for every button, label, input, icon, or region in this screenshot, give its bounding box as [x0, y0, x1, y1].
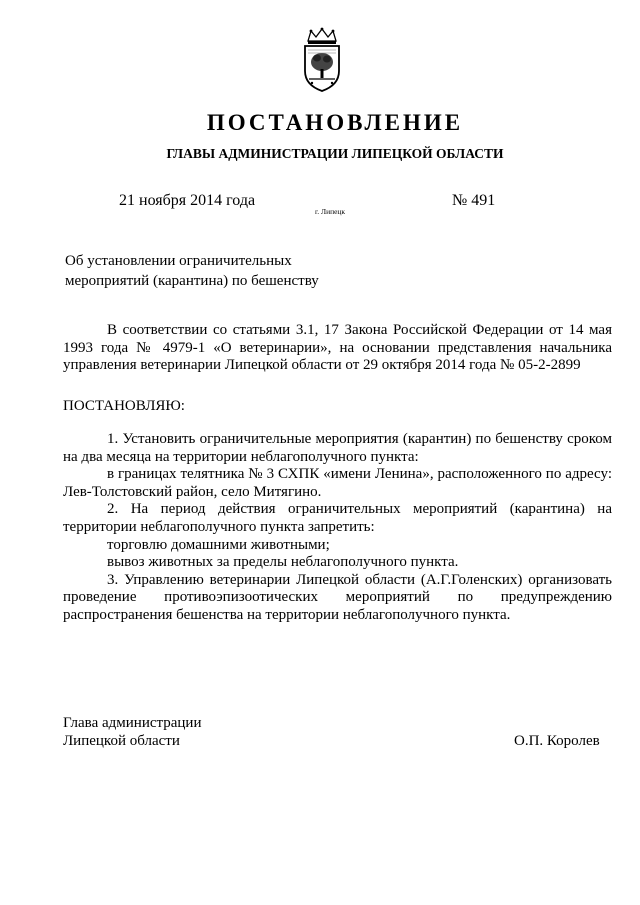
decree-item-2: 2. На период действия ограничительных мероприятий (карантина) на территории неблагополучного пункта запретить:: [63, 501, 612, 535]
signatory-position-line-1: Глава администрации: [63, 715, 202, 731]
preamble-text: В соответствии со статьями 3.1, 17 Закона Российской Федерации от 14 мая 1993 года № 4979-1 «О ветеринарии», на основании представления начальника управления ветеринарии Липецкой области от 29 октября 2014 года № 05-2-2899: [63, 322, 612, 374]
decree-item-1: 1. Установить ограничительные мероприятия (карантин) по бешенству сроком на два месяца на территории неблагополучного пункта:: [63, 431, 612, 465]
preamble: [63, 322, 612, 375]
signatory-position: [63, 715, 201, 750]
document-subject: [65, 251, 319, 291]
subject-line-2: мероприятий (карантина) по бешенству: [65, 273, 319, 289]
signatory-position-line-2: Липецкой области: [63, 732, 180, 749]
decree-item-2-ban-trade: торговлю домашними животными;: [107, 536, 330, 553]
document-issuer: ГЛАВЫ АДМИНИСТРАЦИИ ЛИПЕЦКОЙ ОБЛАСТИ: [166, 146, 504, 161]
document-number: № 491: [452, 192, 496, 209]
coat-of-arms-icon: [299, 27, 345, 93]
document-place: г. Липецк: [315, 207, 346, 216]
signatory-name: О.П. Королев: [514, 733, 600, 749]
decree-item-2-ban-export: вывоз животных за пределы неблагополучного пункта.: [107, 554, 459, 571]
document-date: 21 ноября 2014 года: [119, 192, 256, 209]
decree-item-1-detail: в границах телятника № 3 СХПК «имени Ленина», расположенного по адресу: Лев-Толстовский район, село Митягино.: [63, 466, 612, 500]
decree-items: [63, 431, 612, 625]
decree-item-3: 3. Управлению ветеринарии Липецкой области (А.Г.Голенских) организовать проведение противоэпизоотических мероприятий по предупреждению распространения бешенства на территории неблагополучного пункта.: [63, 571, 612, 623]
document-title: ПОСТАНОВЛЕНИЕ: [206, 110, 464, 135]
subject-line-1: Об установлении ограничительных: [65, 253, 292, 269]
decree-word: ПОСТАНОВЛЯЮ:: [63, 398, 185, 414]
